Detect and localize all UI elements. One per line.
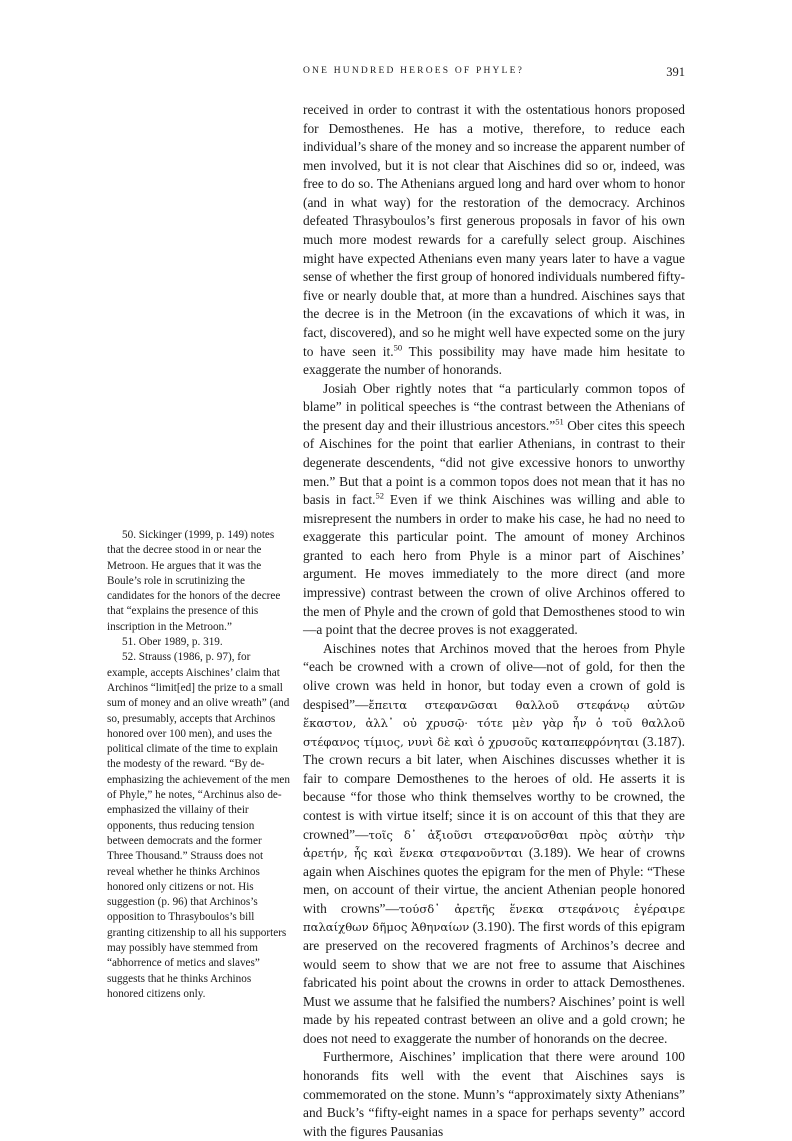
paragraph-3-text-a: Aischines notes that Archinos moved that the heroes from Phyle “each be crowned with a crown of olive—not of gold, for then the olive crown was held in honor, but today even a crown of gold is despised”—: [303, 640, 685, 712]
footnote-51: 51. Ober 1989, p. 319.: [122, 636, 223, 649]
footnote-52: 52. Strauss (1986, p. 97), for example, accepts Aischines’ claim that Archinos “limit[ed] the prize to a small sum of money and an olive wreath” (and so, presumably, accepts that Archinos honored over 100 men), and uses the political climate of the time to explain the modesty of the reward. “By de-emphasizing the achievement of the men of Phyle,” he notes, “Archinus also de-emphasized the villainy of their opponents, thus reducing tension between democrats and the former Three Thousand.” Strauss does not reveal whether he thinks Archinos honored only citizens or not. His suggestion (p. 96) that Archinos’s opposition to Thrasyboulos’s bill granting citizenship to all his supporters may possibly have stemmed from “abhorrence of metics and slaves” suggests that he thinks Archinos honored citizens only.: [107, 651, 290, 1000]
paragraph-2: [303, 380, 685, 640]
paragraph-4: Furthermore, Aischines’ implication that there were around 100 honorands fits well with the event that Aischines says is commemorated on the stone. Munn’s “approximately sixty Athenians” and Buck’s “fifty-eight names in a space for perhaps seventy” accord with the figures Pausanias: [303, 1049, 685, 1139]
paragraph-1: [303, 101, 685, 380]
footnotes-column: [107, 528, 290, 1002]
running-head: [303, 66, 685, 82]
paragraph-3-text-d: (3.190). The first words of this epigram are preserved on the recovered fragments of Archinos’s decree and would seem to show that we are not free to assume that Aischines fabricated his point about the crowns in order to attack Demosthenes. Must we assume that he falsified the numbers? Aischines’ point is well made by his repeated contrast between an olive and a gold crown; he does not need to exaggerate the number of honorands on the decree.: [303, 919, 685, 1046]
paragraph-3-text-c: (3.189). We hear of crowns again when Aischines quotes the epigram for the men of Phyle: “These men, on account of their virtue, the ancient Athenian people honored with crowns”—: [303, 845, 685, 916]
paragraph-2-text-b: Ober cites this speech of Aischines for the point that earlier Athenians, in contrast to their degenerate descendents, “did not give excessive honors to unworthy men.” But that a point is a common topos does not mean that it has no basis in fact.: [303, 417, 685, 508]
greek-quote-3: τούσδ᾽ ἀρετῆς ἕνεκα στεφάνοις ἐγέραιρε παλαίχθων δῆμος Ἀθηναίων: [303, 901, 686, 935]
footnote-50: 50. Sickinger (1999, p. 149) notes that the decree stood in or near the Metroon. He argues that it was the Boule’s role in scrutinizing the candidates for the honors of the decree that “explains the presence of this inscription in the Metroon.”: [107, 529, 281, 633]
paragraph-3-text-b: (3.187). The crown recurs a bit later, when Aischines discusses whether it is fair to compare Demosthenes to the heroes of old. He asserts it is because “for those who think themselves worthy to be crowned, the contest is with virtue itself; since it is on account of this that they are crowned”—: [303, 733, 685, 842]
greek-quote-1: ἔπειτα στεφανῶσαι θαλλοῦ στεφάνῳ αὐτῶν ἕκαστον, ἀλλ᾽ οὐ χρυσῷ· τότε μὲν γὰρ ἦν ὁ τοῦ θαλλοῦ στέφανος τίμιος, νυνὶ δὲ καὶ ὁ χρυσοῦς καταπεφρόνηται: [303, 697, 685, 749]
main-text-column: [303, 101, 685, 1141]
footnote-ref-50: 50: [393, 342, 403, 353]
page-number: 391: [666, 65, 685, 79]
paragraph-2-text-a: Josiah Ober rightly notes that “a particularly common topos of blame” in political speeches is “the contrast between the Athenians of the present day and their illustrious ancestors.”: [303, 380, 685, 433]
paragraph-1-end: This possibility may have made him hesitate to exaggerate the number of honorands.: [303, 343, 685, 378]
paragraph-2-text-c: Even if we think Aischines was willing and able to misrepresent the numbers in order to make his case, he had no need to exaggerate this particular point. The amount of money Archinos granted to each hero from Phyle is a minor part of Aischines’ argument. He moves immediately to the more direct (and more impressive) contrast between the crown of olive Archinos offered to the men of Phyle and the crown of gold that Demosthenes stood to win—a point that the decree proves is not exaggerated.: [303, 492, 686, 638]
running-title: ONE HUNDRED HEROES OF PHYLE?: [303, 66, 524, 76]
greek-quote-2: τοῖς δ᾽ ἀξιοῦσι στεφανοῦσθαι πρὸς αὐτὴν τὴν ἀρετήν, ἧς καὶ ἕνεκα στεφανοῦνται: [303, 827, 685, 861]
footnote-ref-52: 52: [375, 490, 384, 501]
paragraph-3: [303, 640, 685, 1049]
footnote-ref-51: 51: [555, 416, 564, 427]
paragraph-1-text: received in order to contrast it with the ostentatious honors proposed for Demosthenes. He has a motive, therefore, to reduce each individual’s share of the money and so increase the apparent number of men involved, but it is not clear that Aischines did so or, indeed, was free to do so. The Athenians argued long and hard over whom to honor (and in what way) for the restoration of the democracy. Archinos defeated Thrasyboulos’s first generous proposals in favor of his own much more modest rewards for a carefully select group. Aischines might have expected Athenians even many years later to have a vague sense of whether the first group of honored individuals numbered fifty-five or nearly double that, at more than a hundred. Aischines says that the decree is in the Metroon (in the excavations of which it was, in fact, discovered), and so he might well have expected some on the jury to have seen it.: [303, 102, 685, 359]
